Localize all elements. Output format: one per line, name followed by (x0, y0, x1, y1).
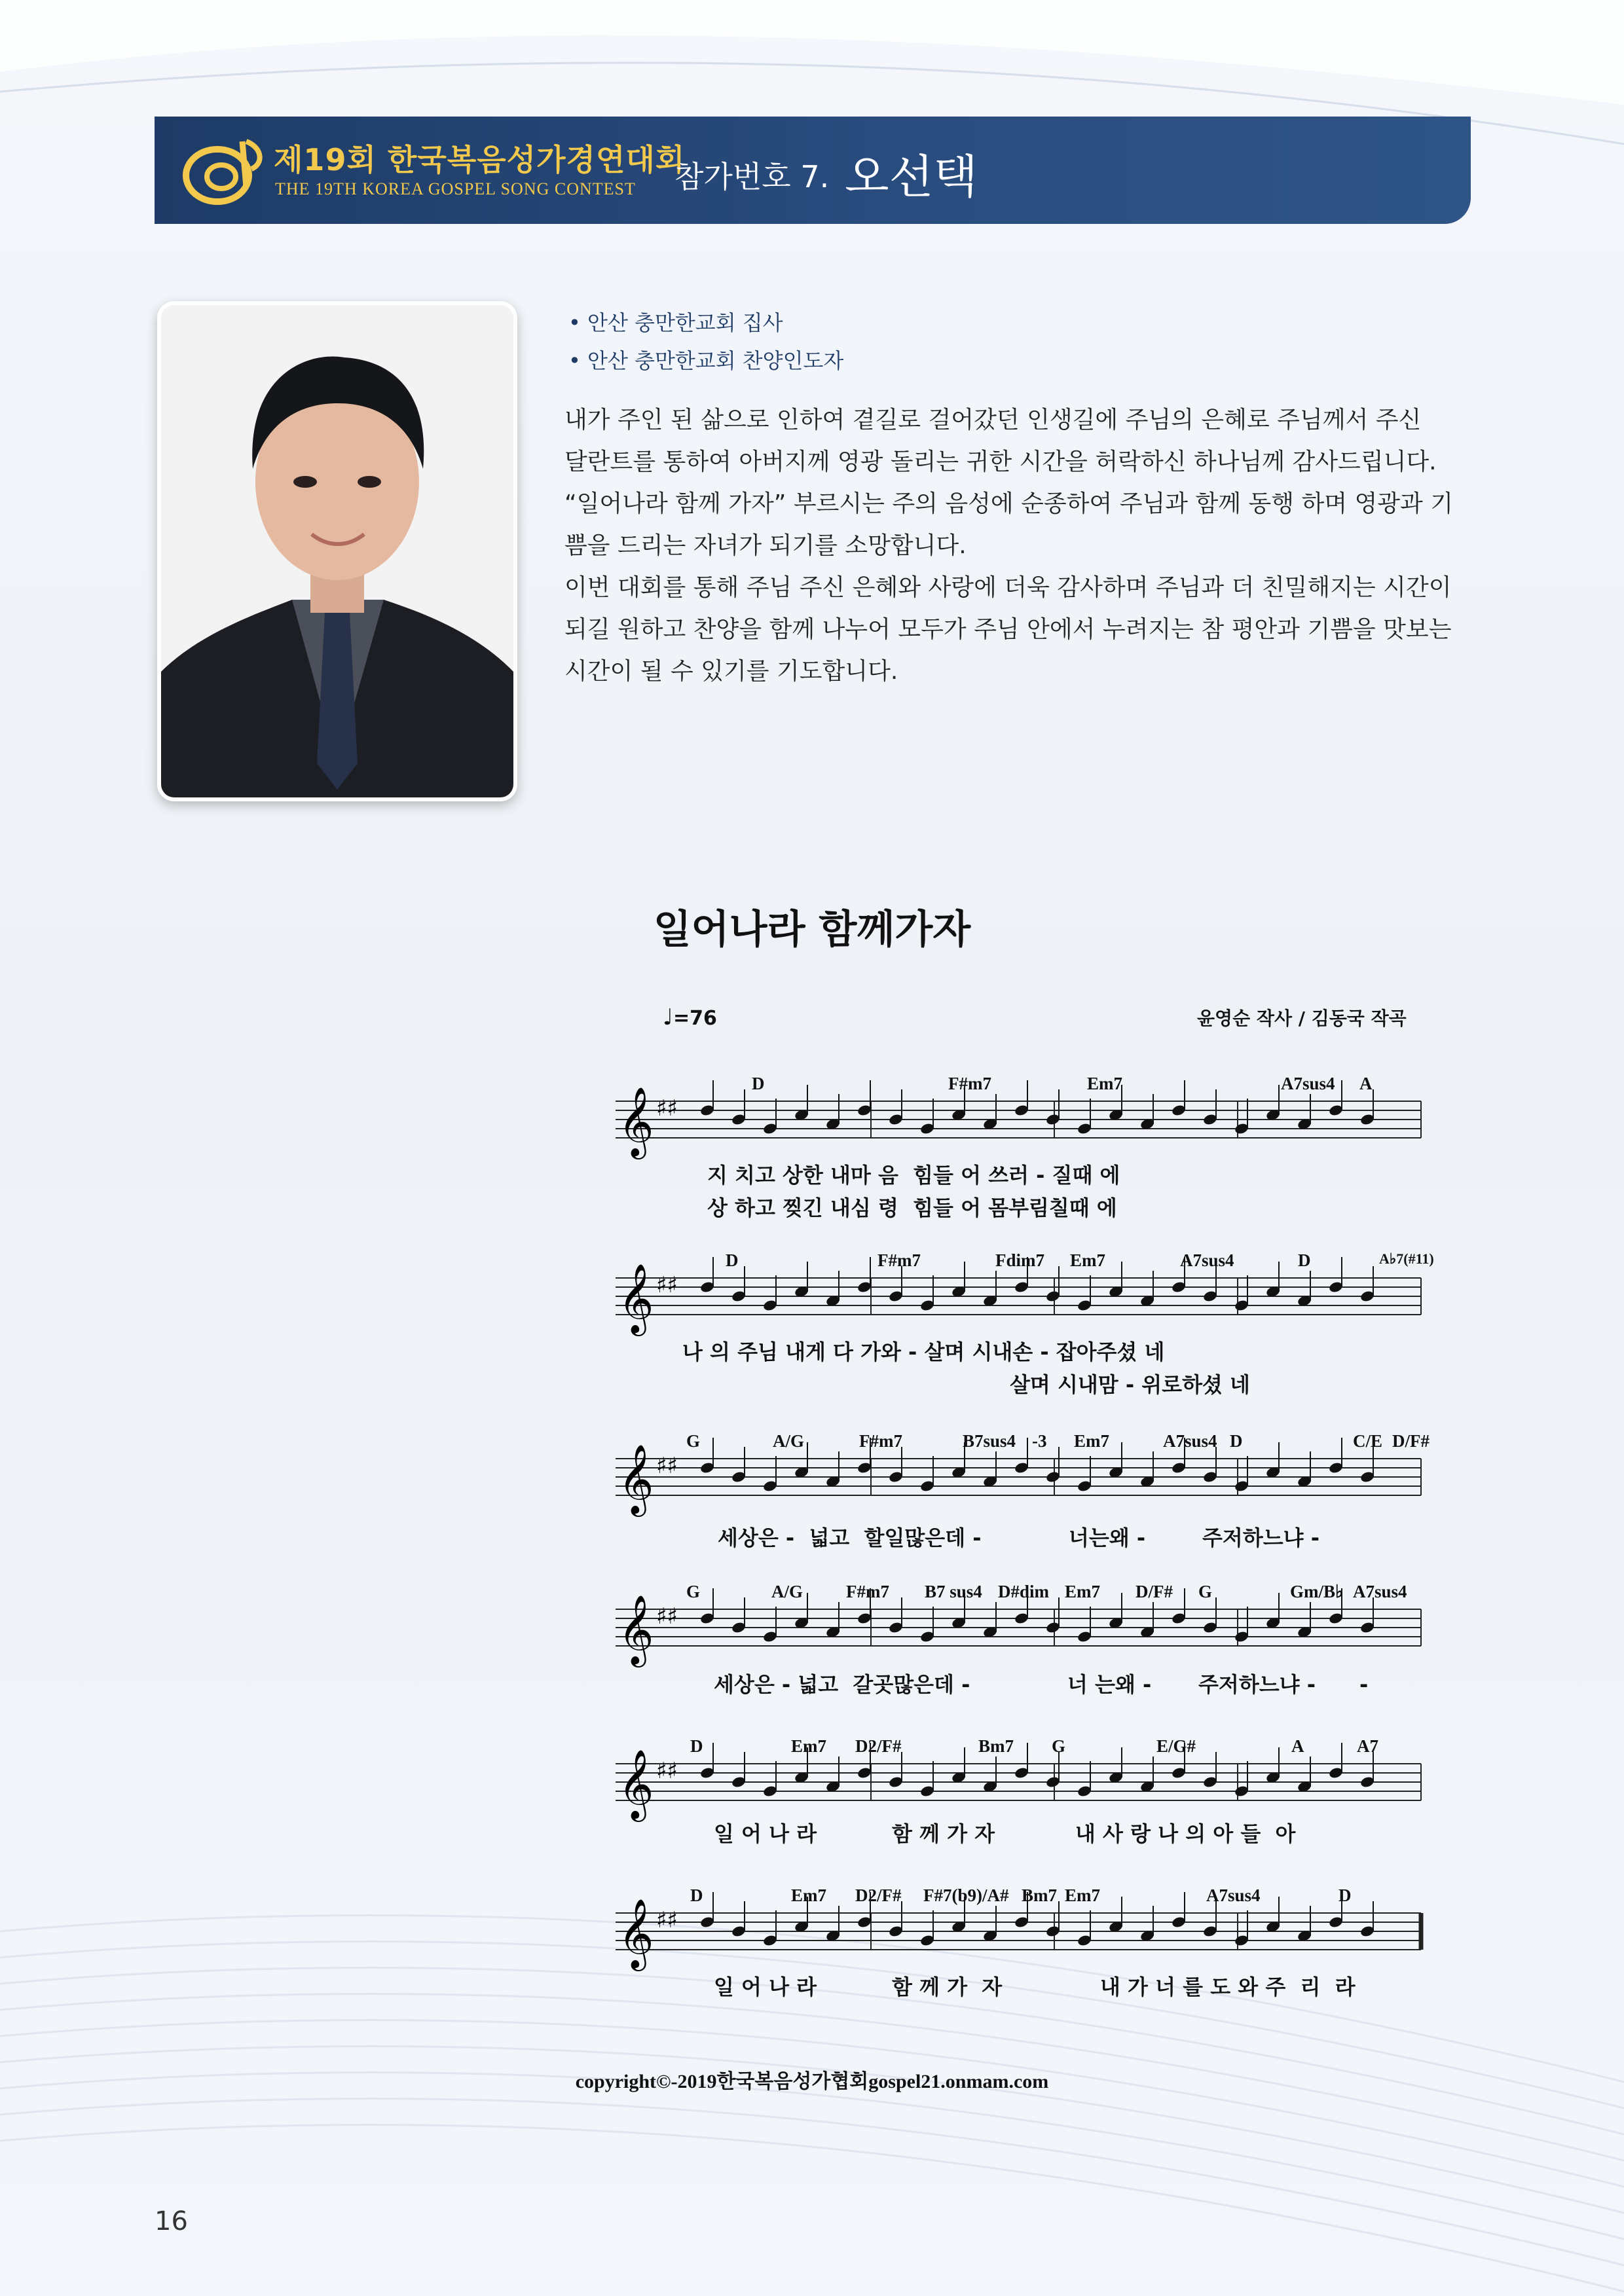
chord-label: Gm/B♭ (1290, 1582, 1344, 1601)
chord-label: G (686, 1582, 701, 1601)
lyric-line: 너 는왜 - (1067, 1672, 1152, 1697)
bullet-item: • 안산 충만한교회 찬양인도자 (568, 348, 844, 373)
bio-line: 쁨을 드리는 자녀가 되기를 소망합니다. (564, 532, 967, 559)
chord-label: F#m7 (846, 1582, 889, 1601)
chord-label: E/G# (1156, 1736, 1196, 1756)
chord-label: A7sus4 (1163, 1431, 1217, 1451)
chord-label: B7sus4 (963, 1431, 1016, 1451)
bio-line: 이번 대회를 통해 주님 주신 은혜와 사랑에 더욱 감사하며 주님과 더 친밀해지는 시간이 (564, 574, 1452, 601)
biography (564, 399, 1475, 693)
page-number: 16 (155, 2206, 188, 2236)
lyric-line: 살며 시내맘 - 위로하셨 네 (1010, 1372, 1250, 1397)
chord-label: D (1338, 1886, 1352, 1905)
chord-label: G (1198, 1582, 1213, 1601)
lyric-line: 나 의 주님 내게 다 가와 - 살며 시내손 - 잡아주셨 네 (682, 1339, 1165, 1364)
treble-clef-icon: 𝄞 (618, 1086, 654, 1156)
chord-label: D (1230, 1431, 1243, 1451)
chord-label: A (1291, 1736, 1304, 1756)
chord-label: F#m7 (877, 1250, 921, 1270)
lyric-line: 함 께 가 자 (892, 1975, 1003, 1999)
chord-label: B7 sus4 (925, 1582, 982, 1601)
treble-clef-icon: 𝄞 (618, 1594, 654, 1664)
chord-label: D2/F# (855, 1886, 902, 1905)
key-signature-icon: ♯♯ (656, 1758, 678, 1784)
chord-label: D2/F# (855, 1736, 902, 1756)
lyric-line: 너는왜 - (1069, 1525, 1146, 1550)
treble-clef-icon: 𝄞 (618, 1749, 654, 1819)
lyric-line: 세상은 - 넓고 할일많은데 - (718, 1525, 982, 1550)
chord-label: D#dim (998, 1582, 1050, 1601)
quarter-note-icon: ♩ (663, 1004, 674, 1030)
bio-line: 달란트를 통하여 아버지께 영광 돌리는 귀한 시간을 허락하신 하나님께 감사드립니다. (564, 448, 1437, 475)
chord-label: D (726, 1250, 739, 1270)
lyric-line: 세상은 - 넓고 갈곳많은데 - (714, 1672, 970, 1697)
chord-label: F#m7 (859, 1431, 902, 1451)
chord-label: Em7 (1070, 1250, 1105, 1270)
chord-label: A/G (771, 1582, 803, 1601)
lyric-line: 주저하느냐 - (1202, 1525, 1320, 1550)
contest-logo-icon (178, 128, 270, 213)
bio-line: 되길 원하고 찬양을 함께 나누어 모두가 주님 안에서 누려지는 참 평안과 기쁨을 맛보는 (564, 616, 1452, 643)
chord-label: Em7 (791, 1886, 826, 1905)
key-signature-icon: ♯♯ (656, 1603, 678, 1630)
chord-label: F#7(b9)/A# (923, 1886, 1009, 1905)
lyric-line: 일 어 나 라 (714, 1975, 817, 1999)
bio-line: 시간이 될 수 있기를 기도합니다. (564, 658, 898, 685)
chord-label: A♭7(#11) (1379, 1250, 1434, 1267)
treble-clef-icon: 𝄞 (618, 1263, 654, 1333)
treble-clef-icon: 𝄞 (618, 1898, 654, 1968)
chord-label: D (690, 1736, 703, 1756)
lyric-line: 내 가 너 를 도 와 주 리 라 (1100, 1975, 1356, 1999)
chord-label: Bm7 (1022, 1886, 1057, 1905)
lyric-line: 내 사 랑 나 의 아 들 아 (1075, 1821, 1296, 1846)
lyric-line: - (1359, 1672, 1369, 1697)
chord-label: Em7 (1065, 1886, 1100, 1905)
chord-label: A/G (773, 1431, 805, 1451)
contest-title-english: THE 19TH KOREA GOSPEL SONG CONTEST (275, 179, 636, 198)
chord-label: A7sus4 (1281, 1074, 1335, 1093)
chord-label: Em7 (1074, 1431, 1109, 1451)
chord-label: D (752, 1074, 765, 1093)
portrait-photo (157, 301, 517, 801)
chord-label: C/E (1353, 1431, 1383, 1451)
chord-label: D (690, 1886, 703, 1905)
chord-label: A7sus4 (1353, 1582, 1407, 1601)
chord-label: Bm7 (978, 1736, 1014, 1756)
chord-label: G (1052, 1736, 1066, 1756)
chord-label: F#m7 (948, 1074, 991, 1093)
chord-label: D/F# (1392, 1431, 1430, 1451)
tempo-value: =76 (673, 1007, 717, 1030)
chord-label: A7sus4 (1180, 1250, 1234, 1270)
song-credits: 윤영순 작사 / 김동국 작곡 (1197, 1008, 1407, 1029)
lyric-line: 일 어 나 라 (714, 1821, 817, 1846)
key-signature-icon: ♯♯ (656, 1907, 678, 1933)
chord-label: D (1298, 1250, 1311, 1270)
lyric-line: 주저하느냐 - (1198, 1672, 1316, 1697)
bullet-item: • 안산 충만한교회 집사 (568, 310, 783, 335)
bio-line: “일어나라 함께 가자” 부르시는 주의 음성에 순종하여 주님과 함께 동행 하며 영광과 기 (564, 490, 1454, 517)
song-title: 일어나라 함께가자 (653, 907, 971, 953)
copyright-notice: copyright©-2019한국복음성가협회gospel21.onmam.com (575, 2071, 1049, 2092)
chord-label: A7sus4 (1206, 1886, 1261, 1905)
key-signature-icon: ♯♯ (656, 1095, 678, 1121)
treble-clef-icon: 𝄞 (618, 1444, 654, 1514)
chord-label: D/F# (1135, 1582, 1173, 1601)
bio-line: 내가 주인 된 삶으로 인하여 곁길로 걸어갔던 인생길에 주님의 은혜로 주님께서 주신 (564, 407, 1422, 433)
chord-label: A (1359, 1074, 1373, 1093)
lyric-line: 상 하고 찢긴 내심 령 힘들 어 몸부림칠때 에 (707, 1195, 1117, 1220)
chord-label: G (686, 1431, 701, 1451)
chord-label: Em7 (1087, 1074, 1122, 1093)
lyric-line: 함 께 가 자 (892, 1821, 995, 1846)
tempo-marking (663, 1004, 717, 1030)
chord-label: Em7 (1065, 1582, 1100, 1601)
key-signature-icon: ♯♯ (656, 1453, 678, 1479)
chord-label: Em7 (791, 1736, 826, 1756)
lyric-line: 지 치고 상한 내마 음 힘들 어 쓰러 - 질때 에 (707, 1163, 1120, 1188)
key-signature-icon: ♯♯ (656, 1272, 678, 1298)
chord-label: -3 (1032, 1431, 1047, 1451)
entry-name: 오선택 (845, 150, 978, 204)
profile-bullets (568, 304, 843, 380)
entry-number: 참가번호 7. (674, 159, 830, 194)
chord-label: A7 (1357, 1736, 1378, 1756)
contest-title-korean: 제19회 한국복음성가경연대회 (274, 142, 686, 177)
chord-label: Fdim7 (995, 1250, 1045, 1270)
